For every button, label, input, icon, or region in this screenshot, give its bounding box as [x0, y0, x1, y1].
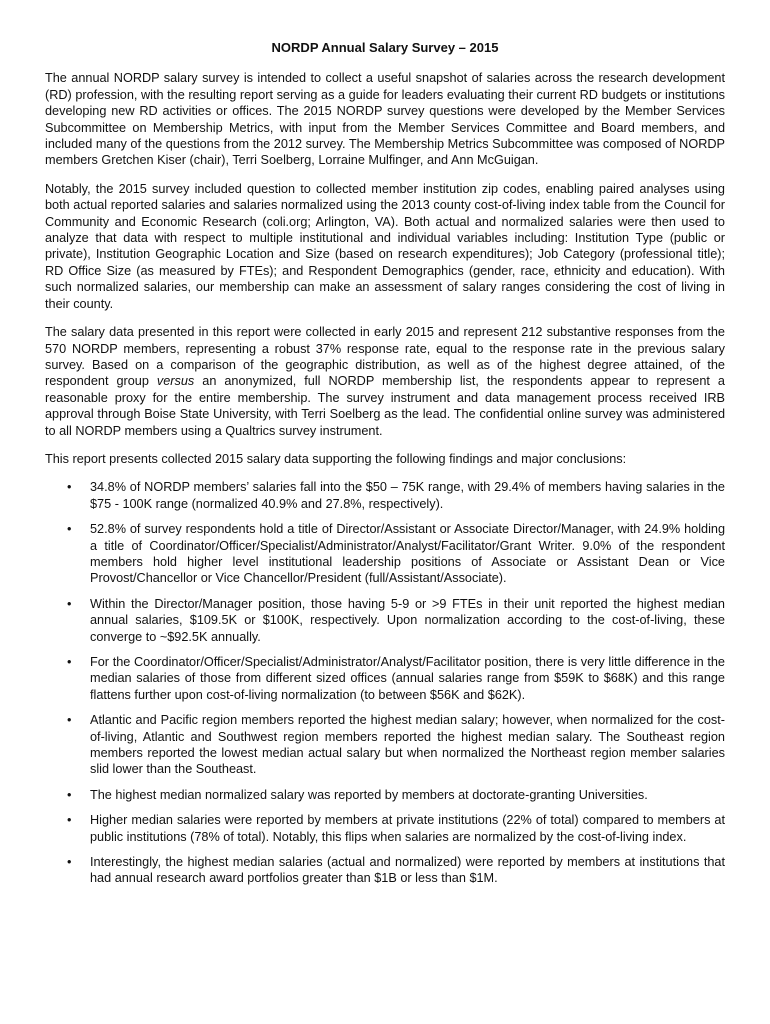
- finding-text: Higher median salaries were reported by members at private institutions (22% of total) compared to members at public institutions (78% of total). Notably, this flips when salaries are normalized by the cost-of-living index.: [90, 813, 725, 844]
- bullet-icon: •: [67, 813, 72, 828]
- finding-text: The highest median normalized salary was reported by members at doctorate-granting Universities.: [90, 787, 648, 802]
- bullet-icon: •: [67, 855, 72, 870]
- intro-paragraph: The annual NORDP salary survey is intended to collect a useful snapshot of salaries across the research development (RD) profession, with the resulting report serving as a guide for leaders evaluating their current RD budgets or institutions developing new RD activities or offices. The 2015 NORDP survey questions were developed by the Member Services Subcommittee on Membership Metrics, with input from the Member Services Committee and Board members, and included many of the questions from the 2012 survey. The Membership Metrics Subcommittee was composed of NORDP members Gretchen Kiser (chair), Terri Soelberg, Lorraine Mulfinger, and Ann McGuigan.: [45, 71, 725, 168]
- data-collection-text-end: an anonymized, full NORDP membership list, the respondents appear to represent a reasonable proxy for the entire membership. The survey instrument and data management process received IRB approval through Boise State University, with Terri Soelberg as the lead. The confidential online survey was administered to all NORDP members using a Qualtrics survey instrument.: [45, 374, 725, 438]
- findings-intro-paragraph: This report presents collected 2015 salary data supporting the following findings and major conclusions:: [45, 451, 627, 466]
- finding-text: 52.8% of survey respondents hold a title of Director/Assistant or Associate Director/Manager, with 24.9% holding a title of Coordinator/Officer/Specialist/Administrator/Analyst/Facilitator/Grant Writer. 9.0% of the respondent members hold higher level institutional leadership positions of Associate or Assistant Dean or Vice Provost/Chancellor or Vice Chancellor/President (full/Assistant/Associate).: [90, 522, 725, 586]
- bullet-icon: •: [67, 522, 72, 537]
- data-collection-paragraph: [45, 324, 725, 439]
- list-item: [45, 787, 725, 803]
- finding-text: 34.8% of NORDP members’ salaries fall into the $50 – 75K range, with 29.4% of members having salaries in the $75 - 100K range (normalized 40.9% and 27.8%, respectively).: [90, 480, 725, 511]
- bullet-icon: •: [67, 787, 72, 802]
- methodology-paragraph: Notably, the 2015 survey included question to collected member institution zip codes, enabling paired analyses using both actual reported salaries and salaries normalized using the 2013 county cost-of-living index table from the Council for Community and Economic Research (coli.org; Arlington, VA). Both actual and normalized salaries were then used to analyze that data with respect to multiple institutional and individual variables including: Institution Type (public or private), Institution Geographic Location and Size (based on research expenditures); Job Category (professional title); RD Office Size (as measured by FTEs); and Respondent Demographics (gender, race, ethnicity and education). With such normalized salaries, our membership can make an assessment of salary ranges considering the cost of living in their county.: [45, 181, 725, 311]
- list-item: [45, 712, 725, 778]
- bullet-icon: •: [67, 480, 72, 495]
- list-item: [45, 596, 725, 645]
- list-item: [45, 654, 725, 703]
- emphasis-versus: versus: [156, 374, 195, 389]
- bullet-icon: •: [67, 713, 72, 728]
- bullet-icon: •: [67, 655, 72, 669]
- finding-text: For the Coordinator/Officer/Specialist/Administrator/Analyst/Facilitator position, there is very little difference in the median salaries of those from different sized offices (annual salaries range from $59K to $68K) and this range flattens further upon cost-of-living normalization (to between $56K and $62K).: [90, 655, 725, 702]
- data-collection-text-start: The salary data presented in this report were collected in early 2015 and represent 212 substantive responses from the 570 NORDP members, representing a robust 37% response rate, equal to the response rate in the previous salary survey. Based on a comparison of the geographic distribution, as well as of the highest degree attained, of the respondent group: [45, 325, 725, 389]
- list-item: [45, 812, 725, 845]
- findings-list: [45, 479, 725, 887]
- list-item: [45, 854, 725, 887]
- list-item: [45, 479, 725, 512]
- bullet-icon: •: [67, 596, 72, 611]
- list-item: [45, 521, 725, 587]
- finding-text: Atlantic and Pacific region members reported the highest median salary; however, when normalized for the cost-of-living, Atlantic and Southwest region members reported the highest median salary. The Southeast region members reported the lowest median actual salary but when normalized the Northeast region member salaries slid lower than the Southeast.: [90, 713, 725, 777]
- finding-text: Within the Director/Manager position, those having 5-9 or >9 FTEs in their unit reported the highest median annual salaries, $109.5K or $100K, respectively. Upon normalization according to the cost-of-living, these converge to ~$92.5K annually.: [90, 596, 725, 644]
- finding-text: Interestingly, the highest median salaries (actual and normalized) were reported by members at institutions that had annual research award portfolios greater than $1B or less than $1M.: [90, 855, 725, 886]
- document-title: NORDP Annual Salary Survey – 2015: [271, 40, 499, 55]
